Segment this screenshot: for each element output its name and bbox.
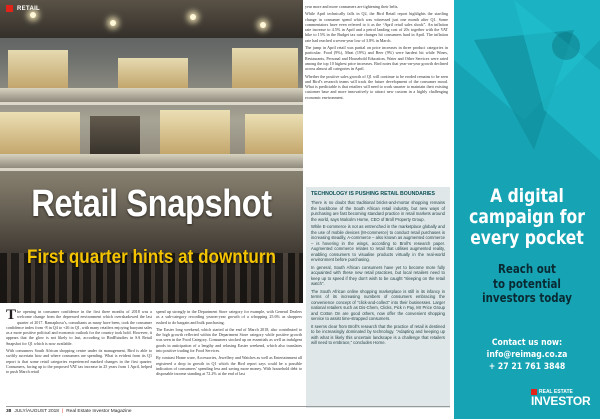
ad-callout-line: to potential [493,275,561,291]
article-paragraph: year more and more consumers are tightening their belts. [305,4,399,9]
storefront [160,110,230,154]
article-paragraph: spend up strongly in the Department Store category for example, with General Dealers as a sub-category recording yearon-year growth of a whopping 25.6% as shoppers rushed to do bargain and bulk purchasing. [156,309,302,325]
article-paragraph: The Easter long weekend, which started at the end of March 2018, also contributed to the high growth reflected within the Department Store category while positive growth was seen in the Food Category. Consumers stocked up on essentials as well as indulgent goods in anticipation of a lengthy and relaxing Easter weekend, which also translates into positive trading for Food Services. [156,326,302,354]
headline: Retail Snapshot [31,183,272,225]
sidebar-box [306,187,450,408]
ad-callout-line: Reach out [498,261,556,276]
article-paragraph: By contrast Home ware, Accessories, Jewellery and Watches as well as Entertainment all registered a drop in growth in Q1 which the Bird report says could be a possible indication of consumers’ spending less and saving more money. With household debt to disposable income standing at 72.2% at the end of last [156,355,302,377]
sidebar-paragraph: While E-commerce is not as entrenched in the marketplace globally and the use of mobile devices (M-commerce) to conduct retail purchases is increasing steadily, A-commerce – also known as augmented commerce – is hovering in the wings, according to Broll’s research paper. Augmented commerce relates to retail that utilises augmented reality, enabling consumers to visualise products virtually in the real-world environment before purchasing. [311,224,445,263]
ad-graphic-icon [454,0,600,180]
article-column-2 [156,309,302,405]
section-tag [6,5,40,12]
ceiling [0,0,303,38]
page-number: 38 [6,409,12,414]
sidebar-body [311,200,445,346]
storefront [118,58,188,88]
storefront [90,116,140,154]
article-paragraph [6,309,152,346]
storefront [232,48,298,88]
ad-headline-line: every pocket [470,227,584,249]
ad-logo [531,389,597,408]
article-paragraph: The jump in April retail was partial on price increases in three product categories in particular. Food (9%), Meat (19%) and Beer (9%) were hardest hit while Wines, Restaurants, Personal and Household Education, Water and Other Services were rated among the top 10 highest price increases. Bird notes that year-on-year growth declined across almost all categories in April. [305,45,448,72]
ceiling-light [260,22,266,28]
sidebar-paragraph: In general, South African consumers have yet to become more fully acquainted with these new retail practices, but local retailers need to keep up to speed if they don’t wish to be caught “sleeping on the retail watch”. [311,264,445,287]
drop-cap: T [6,309,17,323]
hero-photo [0,0,303,303]
ad-contact-phone[interactable]: + 27 21 761 3848 [488,362,566,372]
article-paragraph: Whether the positive sales growth of Q1 will continue to be eroded remains to be seen and Bird’s research teams will track the future development of the consumer mood. What is predictable is that retailers will need to work smarter to maintain their existing customer base and more innovatively to attract new custom in a highly challenging economic environment. [305,73,448,100]
ceiling-light [30,12,36,18]
balcony-rail [0,102,303,105]
article-column-3 [305,4,448,179]
ad-callout [467,262,587,306]
article-paragraph-text: he opening in consumer confidence in the first three months of 2018 was a welcome change from the depressed environment which overshadowed the last quarter of 2017. Ramaphosa’s, consultants as many have been, took the consumer confidence index from -8 in Q4 to +26 in Q1, with many retailers enjoying buoyant sales as a more positive political and economic outlook for the country took hold. However, it appears that the glow is not likely to last, according to BirdEstudies in SA Retail Snapshot for Q1 which is now available. [6,309,152,346]
page-footer [6,409,132,414]
storefront [245,114,303,154]
ad-headline-line: A digital [490,185,564,207]
article-column-1 [6,309,152,405]
section-tag-marker [6,5,13,12]
sidebar-heading: TECHNOLOGY IS PUSHING RETAIL BOUNDARIES [311,191,435,197]
section-tag-label: RETAIL [17,5,41,12]
advertisement[interactable] [454,0,600,419]
balcony-rail [0,168,303,171]
ceiling-light [110,20,116,26]
ad-headline [467,186,587,249]
ad-callout-line: investors today [482,290,572,305]
sidebar-paragraph: There is no doubt that traditional bricks-and-mortar shopping remains the backbone of the South African retail industry, but new ways of purchasing are fast becoming standard practice in retail markets around the world, says Malcolm Horne, CEO of Broll Property Group. [311,200,445,222]
ad-contact [464,337,590,373]
sidebar-paragraph: The South African online shopping marketplace is still in its infancy in terms of its increasing numbers of consumers embracing the convenience concept of “click-and-collect” into their businesses. Larger national retailers such as Dis-Chem, Clicks, Pick n Pay, Mr Price Group and Cotton On are good others, now offer the convenient shopping service to assist time-strapped consumers. [311,288,445,322]
subheadline: First quarter hints at downturn [27,247,276,268]
logo-top-text: REAL ESTATE [539,389,573,395]
storefront [8,50,68,88]
article-paragraph: With consumers South African shopping centre under its management, Bird is able to swiftly ascertain how and where consumers are spending. What is evident from its Q1 report is that some retail categories experienced marked changes in the first quarter. Consumers, facing up to the proposed VAT tax increase in 25 years from 1 April, helped to push March retail [6,348,152,375]
storefront [0,112,80,154]
ad-contact-email[interactable]: info@reimag.co.za [486,350,568,360]
publication-name: Real Estate Investor Magazine [66,409,132,414]
ad-contact-label: Contact us now: [491,338,563,348]
footer-separator: | [61,409,64,414]
ceiling-light [190,14,196,20]
logo-bottom-text: INVESTOR [531,394,591,408]
mall-floor-level [0,88,303,102]
issue-date: JULY/AUGUST 2018 [14,409,59,414]
footer-divider [6,406,450,407]
mall-floor-level [0,154,303,168]
article-paragraph: While April technically falls in Q2, the Bird Retail report highlights the startling change in consumer spend which was witnessed just one month after Q1. Some commentators have even referred to it as the “April retail sales shock”. An inflation rate increase to 4.5% in April and a petrol landing cost of 20c together with the VAT hike to 15% in the Budget tax rate changes hit consumers hard in April. The inflation rate had reached a seven-year low of 3.8% in March. [305,11,448,43]
sidebar-paragraph: It seems clear from Broll’s research that the practice of retail is destined to be increasingly dominated by technology. “Adapting and keeping up with what is likely this uncertain landscape is a challenge that retailers will need to embrace,” concludes Horne. [311,323,445,346]
ad-headline-line: campaign for [469,206,585,228]
